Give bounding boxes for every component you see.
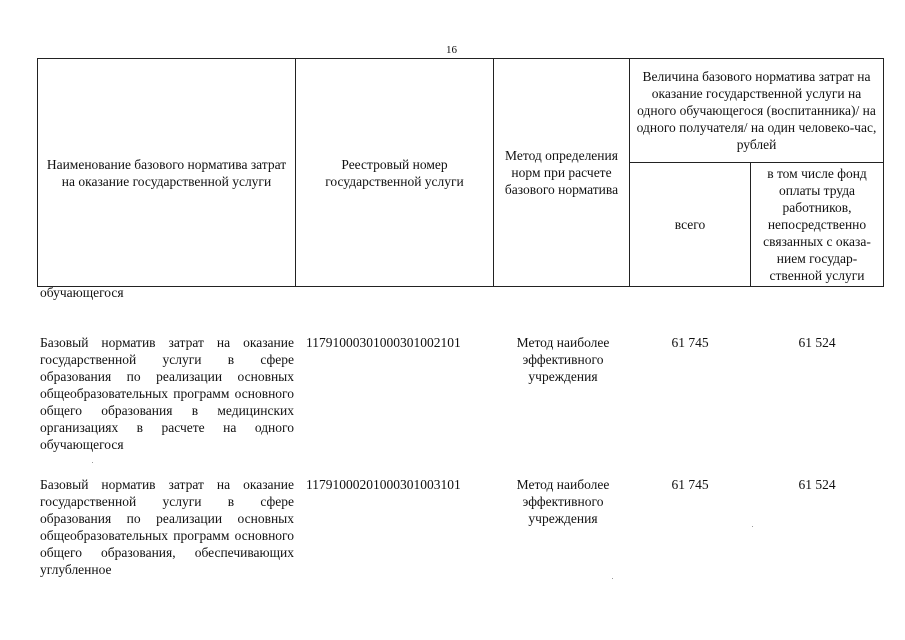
row-fund: 61 524 xyxy=(798,477,836,492)
row-method: Метод наиболее эффективного учреждения xyxy=(516,477,610,526)
header-name-cell: Наименование базового норматива затрат на оказание государственной услуги xyxy=(38,59,296,287)
row-total: 61 745 xyxy=(671,477,709,492)
row-name: Базовый норматив затрат на оказание государственной услуги в сфере образования по реализации основных общеобразовательных программ основного общего образования, обеспечивающих углубленное xyxy=(40,477,294,577)
header-registry-cell: Реестровый номер государственной услуги xyxy=(296,59,494,287)
page-number: 16 xyxy=(446,44,457,56)
continuation-text: обучающегося xyxy=(40,285,124,300)
scan-speck xyxy=(92,462,93,463)
row-name: Базовый норматив затрат на оказание государственной услуги в сфере образования по реализации основных общеобразовательных программ основного общего образования в медицинских организациях в расчете на одного обучающегося xyxy=(40,335,294,452)
row-registry: 11791000301000301002101 xyxy=(306,335,461,350)
row-method: Метод наиболее эффективного учреждения xyxy=(516,335,610,384)
row-registry: 11791000201000301003101 xyxy=(306,477,461,492)
header-fund-cell: в том числе фонд оплаты труда работников, непосредственно связанных с оказа-нием государ-ственной услуги xyxy=(751,163,884,287)
row-total: 61 745 xyxy=(671,335,709,350)
row-fund: 61 524 xyxy=(798,335,836,350)
table-header xyxy=(37,58,884,287)
header-value-cell: Величина базового норматива затрат на оказание государственной услуги на одного обучающегося (воспитанника)/ на одного получателя/ на один человеко-час, рублей xyxy=(630,59,884,163)
scan-speck xyxy=(752,526,753,527)
header-method-cell: Метод определения норм при расчете базового норматива xyxy=(494,59,630,287)
scan-speck xyxy=(612,578,613,579)
header-total-cell: всего xyxy=(630,163,751,287)
